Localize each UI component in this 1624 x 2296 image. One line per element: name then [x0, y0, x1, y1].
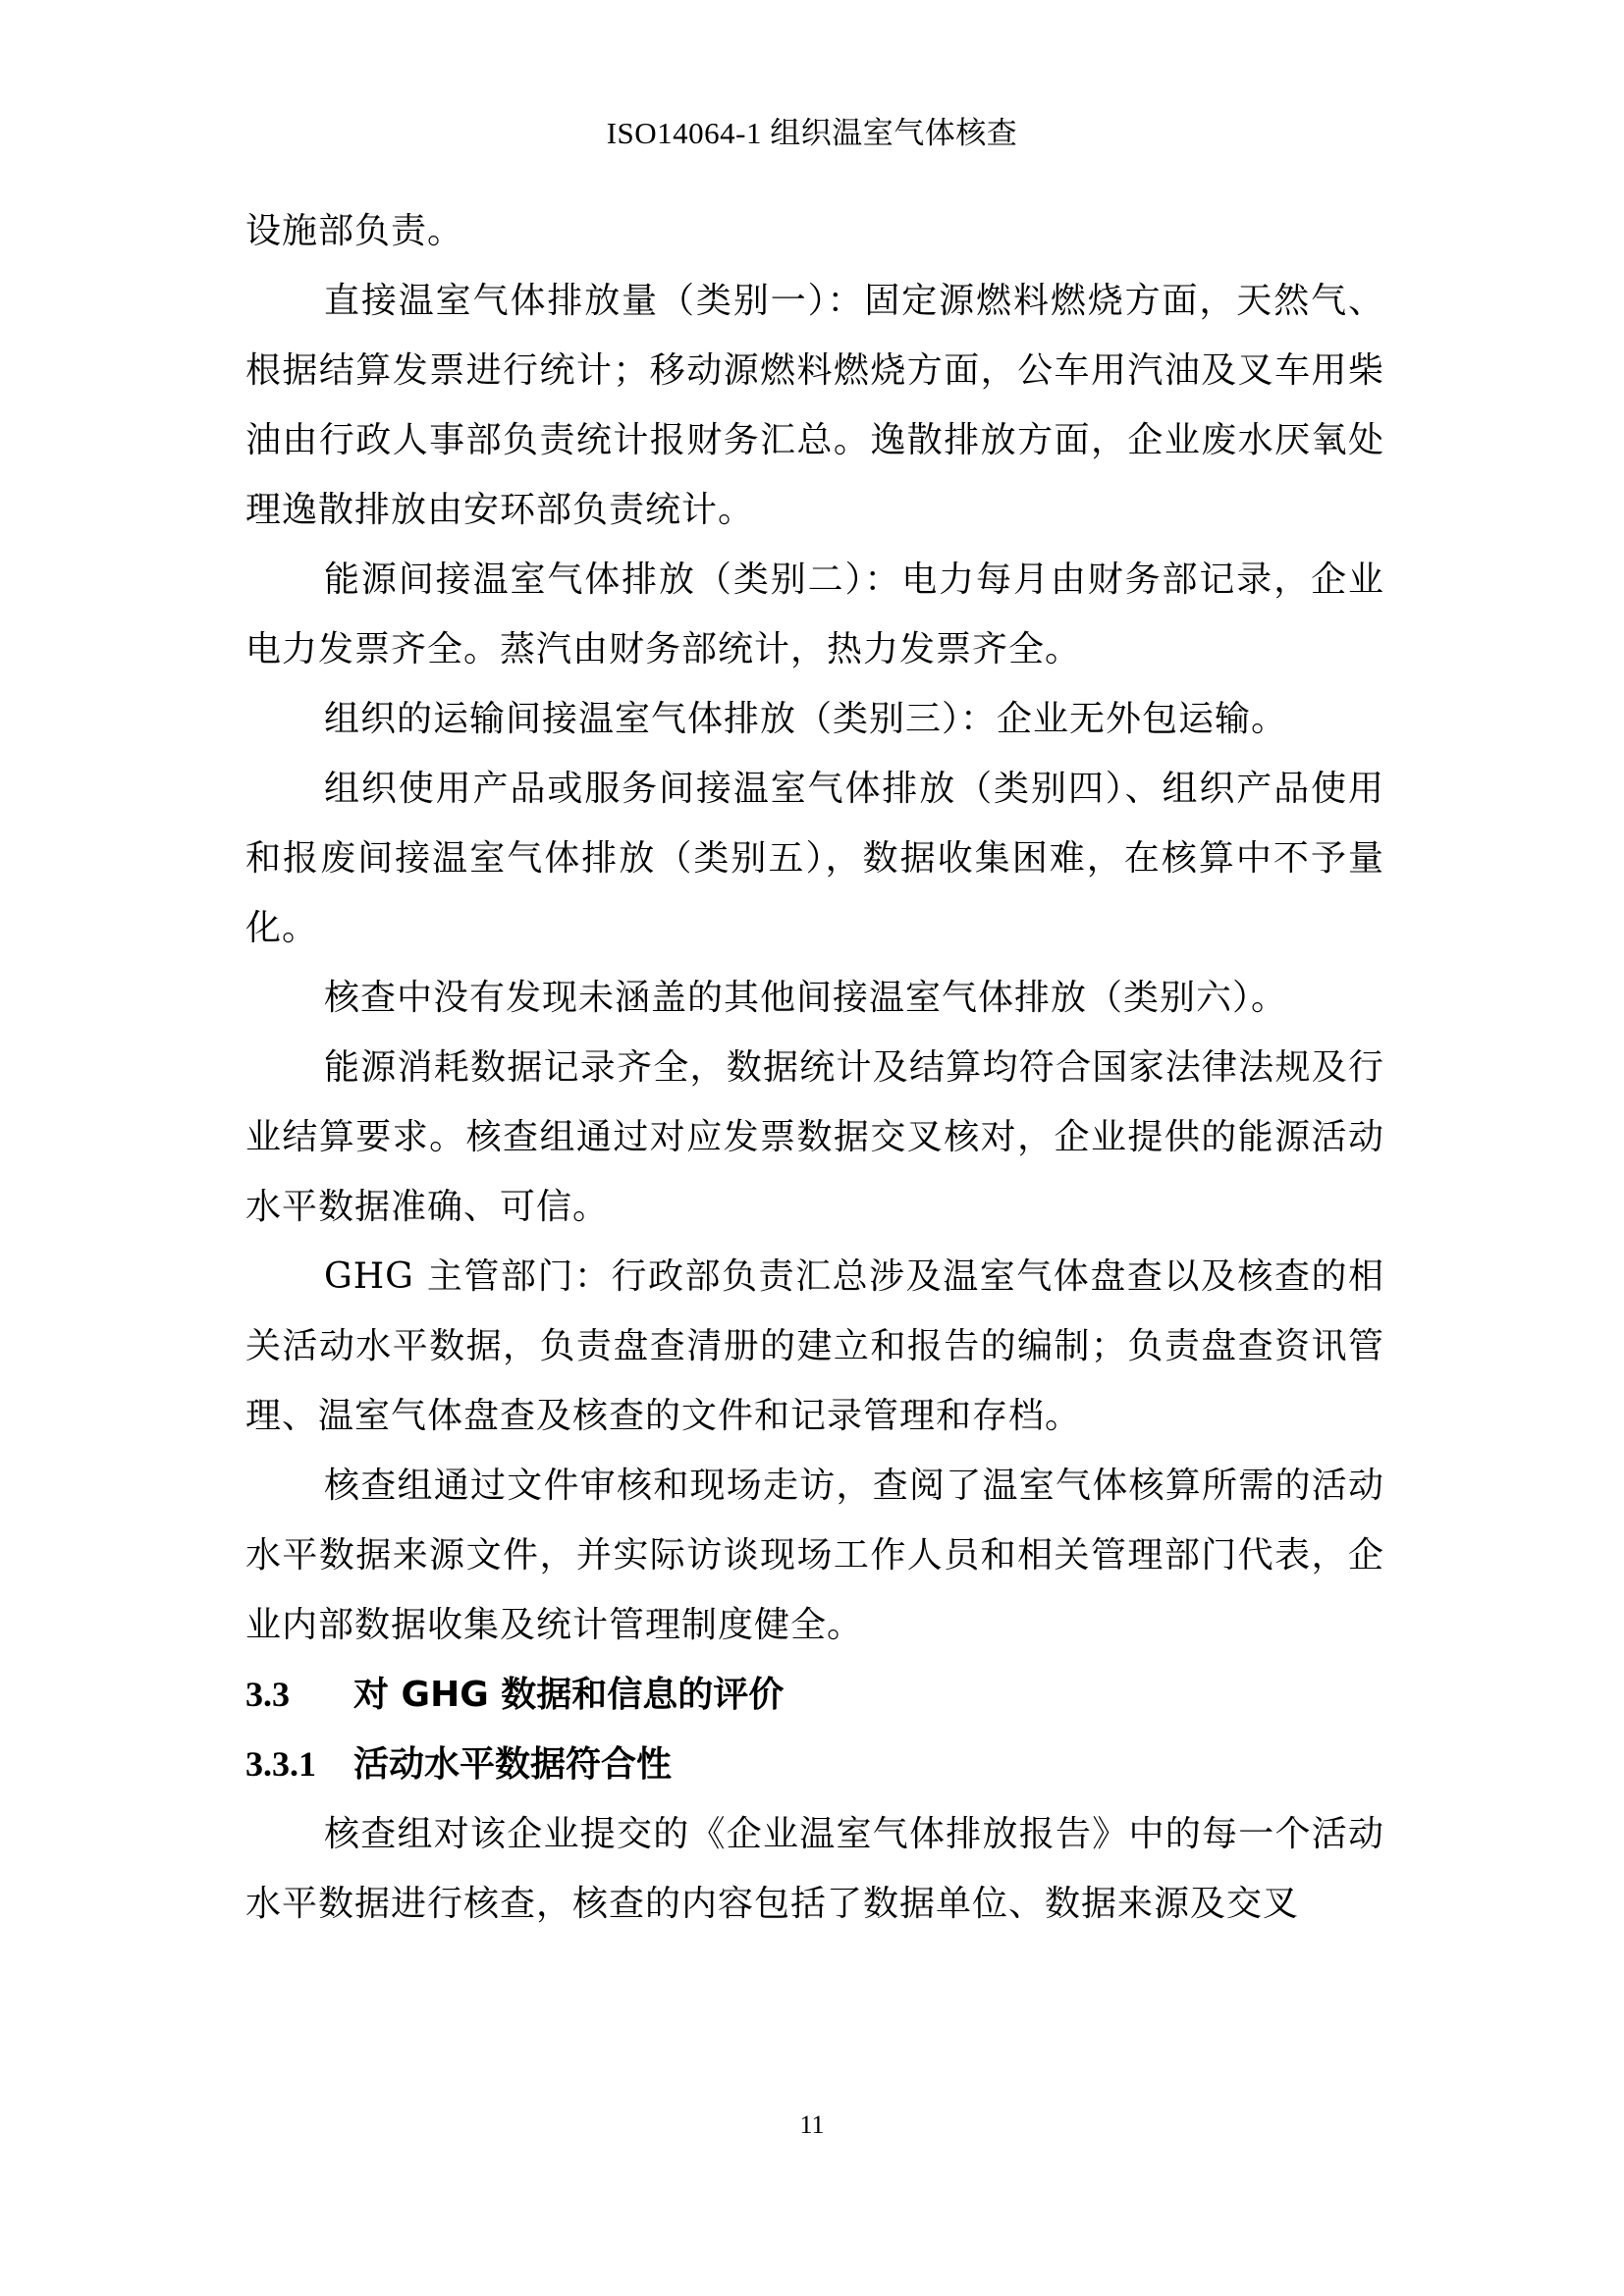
section-title: 对 GHG 数据和信息的评价	[353, 1675, 785, 1715]
paragraph: 能源消耗数据记录齐全，数据统计及结算均符合国家法律法规及行业结算要求。核查组通过对应发票数据交叉核对，企业提供的能源活动水平数据准确、可信。	[245, 1047, 1384, 1227]
section-number: 3.3	[245, 1675, 290, 1714]
section-heading	[245, 1660, 1384, 1730]
subsection-heading	[245, 1730, 1384, 1799]
paragraph: GHG 主管部门：行政部负责汇总涉及温室气体盘查以及核查的相关活动水平数据，负责盘查清册的建立和报告的编制；负责盘查资讯管理、温室气体盘查及核查的文件和记录管理和存档。	[245, 1256, 1384, 1436]
paragraph: 能源间接温室气体排放（类别二）：电力每月由财务部记录，企业电力发票齐全。蒸汽由财务部统计，热力发票齐全。	[245, 560, 1384, 669]
paragraph: 直接温室气体排放量（类别一）：固定源燃料燃烧方面，天然气、根据结算发票进行统计；移动源燃料燃烧方面，公车用汽油及叉车用柴油由行政人事部负责统计报财务汇总。逸散排放方面，企业废水厌氧处理逸散排放由安环部负责统计。	[245, 281, 1384, 530]
paragraph: 设施部负责。	[245, 211, 464, 251]
paragraph: 组织的运输间接温室气体排放（类别三）：企业无外包运输。	[324, 699, 1288, 739]
page-content	[245, 196, 1384, 1939]
paragraph: 核查组通过文件审核和现场走访，查阅了温室气体核算所需的活动水平数据来源文件，并实际访谈现场工作人员和相关管理部门代表，企业内部数据收集及统计管理制度健全。	[245, 1466, 1384, 1645]
running-header: ISO14064-1 组织温室气体核查	[606, 116, 1018, 150]
subsection-number: 3.3.1	[245, 1744, 316, 1784]
paragraph: 核查中没有发现未涵盖的其他间接温室气体排放（类别六）。	[324, 978, 1288, 1018]
subsection-title: 活动水平数据符合性	[353, 1744, 673, 1785]
page-number: 11	[799, 2110, 825, 2139]
paragraph: 核查组对该企业提交的《企业温室气体排放报告》中的每一个活动水平数据进行核查，核查的内容包括了数据单位、数据来源及交叉	[245, 1814, 1384, 1924]
paragraph: 组织使用产品或服务间接温室气体排放（类别四）、组织产品使用和报废间接温室气体排放（类别五），数据收集困难，在核算中不予量化。	[245, 769, 1384, 948]
